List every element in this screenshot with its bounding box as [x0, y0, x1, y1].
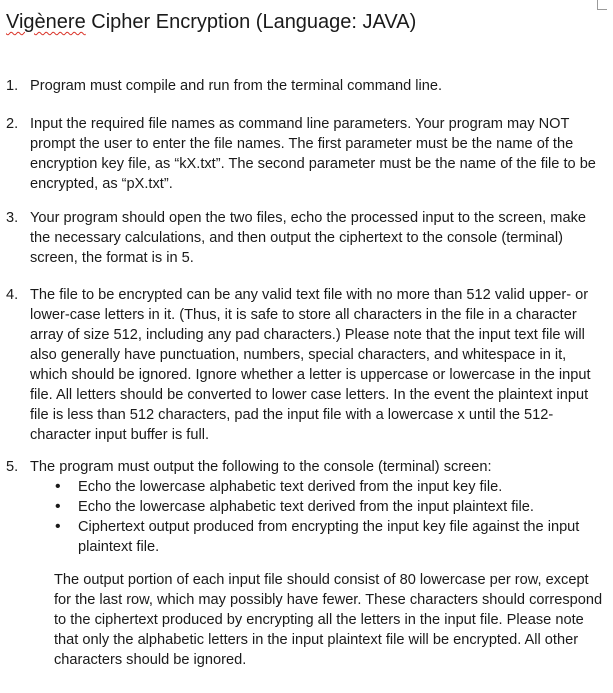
list-item-number: 4.	[6, 287, 19, 303]
list-item-text: The file to be encrypted can be any valid text file with no more than 512 valid upper- or lower-case letters in it. (Thus, it is safe to store all characters in the file in a character array of size 512, including any pad characters.) Please note that the input text file will also generally have punctuation, numbers, special characters, and whitespace in it, which should be ignored. Ignore whether a letter is uppercase or lowercase in the input file. All letters should be converted to lower case letters. In the event the plaintext input file is less than 512 characters, pad the input file with a lowercase x until the 512-character input buffer is full.	[30, 287, 591, 443]
page-corner-mark	[597, 0, 607, 10]
list-item	[6, 285, 606, 445]
bullet-item: • Ciphertext output produced from encrypting the input key file against the input plaintext file.	[54, 517, 606, 557]
list-item	[6, 208, 606, 268]
bullet-item: • Echo the lowercase alphabetic text derived from the input key file.	[54, 477, 606, 497]
list-item-text: Input the required file names as command line parameters. Your program may NOT prompt the user to enter the file names. The first parameter must be the name of the encryption key file, as “kX.txt”. The second parameter must be the name of the file to be encrypted, as “pX.txt”.	[30, 116, 596, 192]
bullet-item: • Echo the lowercase alphabetic text derived from the input plaintext file.	[54, 497, 606, 517]
list-item-text: The program must output the following to the console (terminal) screen:	[30, 459, 492, 475]
list-item-number: 1.	[6, 78, 19, 94]
list-item-number: 3.	[6, 210, 19, 226]
title-misspelled-word: Vigènere	[6, 11, 86, 33]
list-item	[6, 76, 606, 96]
bullet-list	[54, 477, 606, 557]
list-item-number: 2.	[6, 116, 19, 132]
list-item-number: 5.	[6, 459, 19, 475]
list-item-text: Program must compile and run from the terminal command line.	[30, 78, 443, 94]
list-item-text: Your program should open the two files, echo the processed input to the screen, make the necessary calculations, and then output the ciphertext to the console (terminal) screen, the format is in 5.	[30, 210, 586, 266]
title-text: Cipher Encryption (Language: JAVA)	[85, 11, 417, 33]
output-note-paragraph: The output portion of each input file should consist of 80 lowercase per row, except for the last row, which may possibly have fewer. These characters should correspond to the ciphertext produced by encrypting all the letters in the input file. Please note that only the alphabetic letters in the input plaintext file will be encrypted. All other characters should be ignored.	[54, 572, 603, 668]
list-item	[6, 457, 606, 670]
document-title	[6, 9, 416, 35]
list-item	[6, 114, 606, 194]
